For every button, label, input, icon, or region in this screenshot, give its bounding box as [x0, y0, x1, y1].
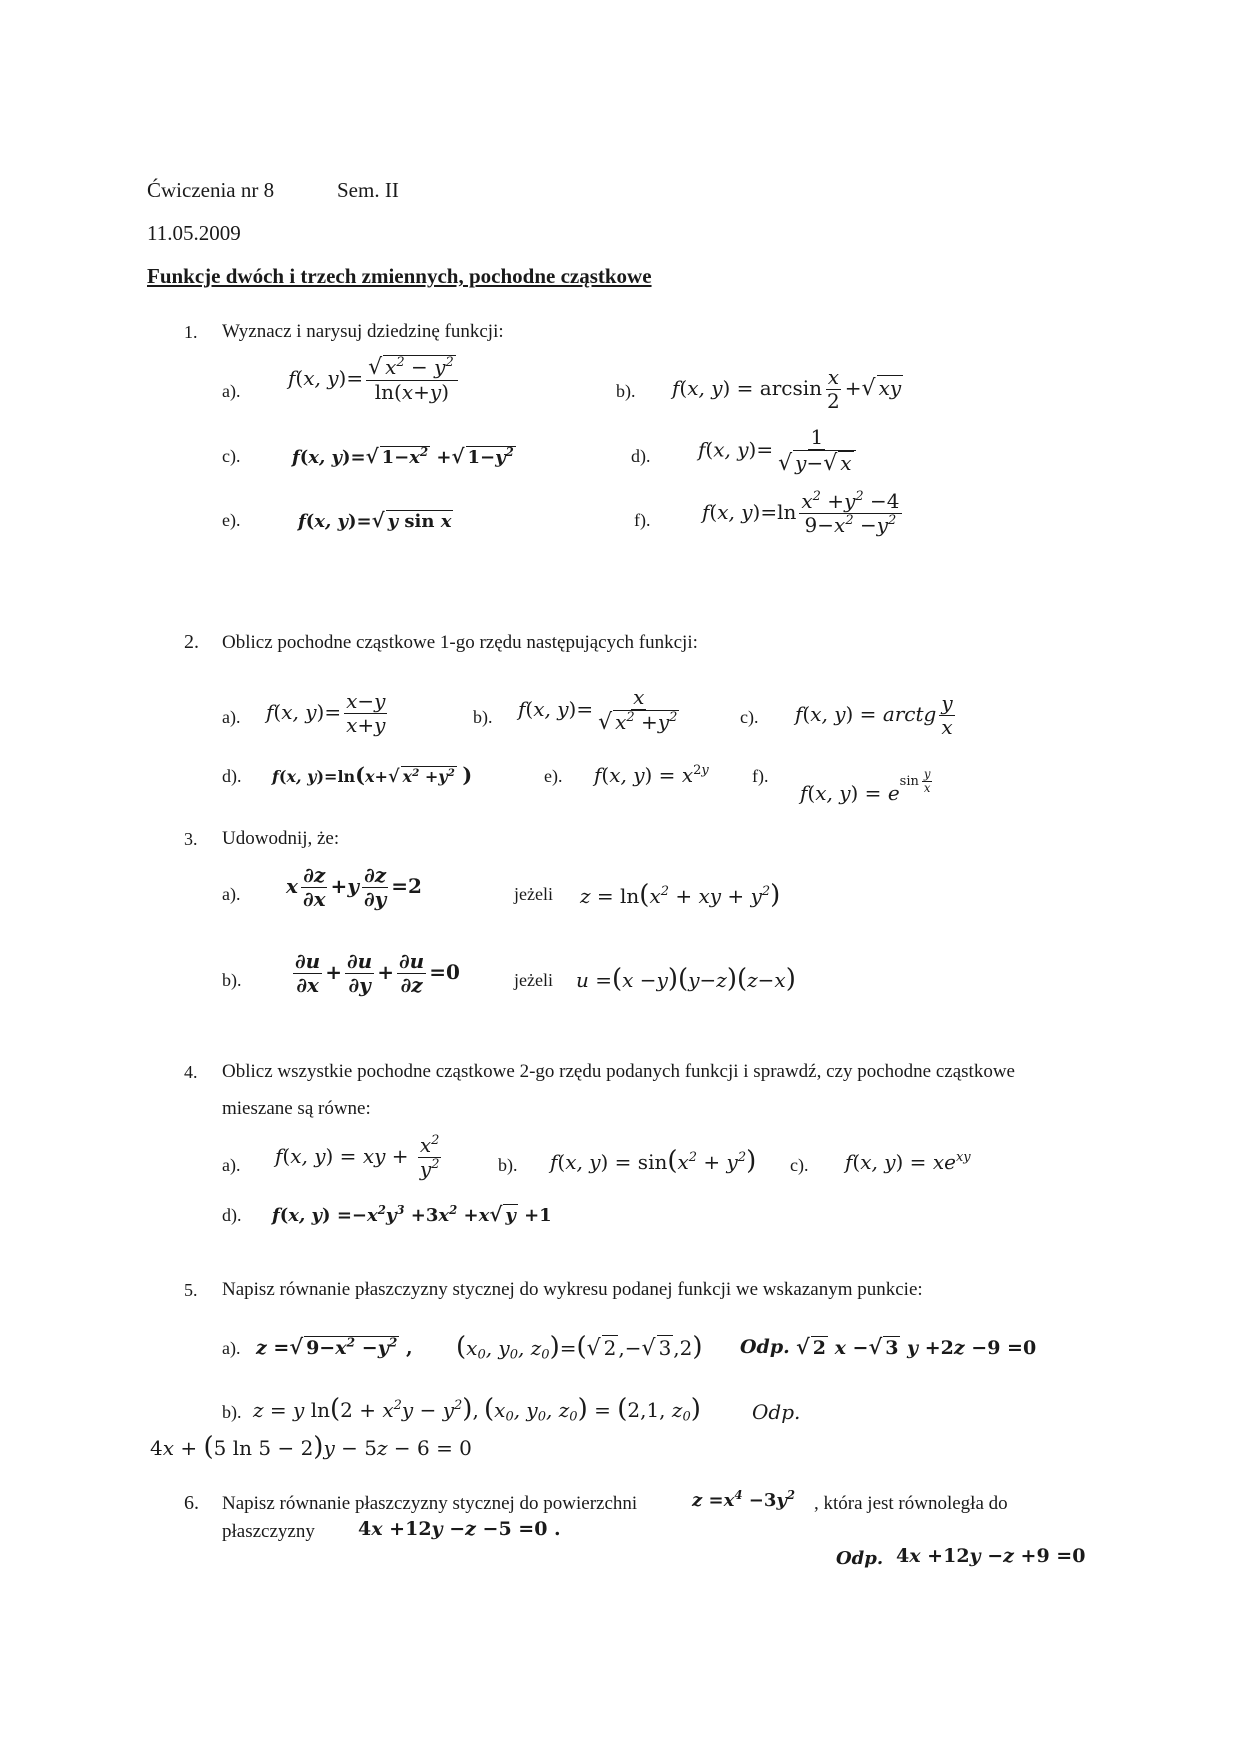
q2a-formula: f(x, y)= $\frac{x-y}{x+y}$	[266, 689, 386, 737]
q6-number: 6.	[184, 1492, 199, 1514]
q6-plane: 4x +12y −z −5 =0 .	[358, 1518, 561, 1540]
q6-text-line2: płaszczyzny	[222, 1521, 315, 1542]
q4a-label: a).	[222, 1155, 241, 1175]
q1a-formula: f(x, y)= $\frac{√ x^2 - y^2}{\ln(x+y)}$	[288, 355, 461, 404]
q1b-formula: f(x, y) = arcsin $\frac{x}{2}$ +√ xy	[672, 365, 902, 413]
q3a-label: a).	[222, 884, 241, 904]
q4d-formula: f(x, $y) =-x^2y^3 +3x^2 +x√$ y +1	[272, 1202, 552, 1226]
q2b-formula: f(x, y)= $\frac{x}{√ x^2 +y^2}$	[518, 685, 678, 735]
q1-text: Wyznacz i narysuj dziedzinę funkcji:	[222, 321, 504, 342]
q2e-formula: f(x, $y) = x^{2y}$	[594, 763, 709, 787]
q3b-if: jeżeli	[514, 970, 553, 990]
q2f-label: f).	[752, 766, 769, 786]
q5b-label: b).	[222, 1402, 242, 1422]
q4b-label: b).	[498, 1155, 518, 1175]
q4-text-line2: mieszane są równe:	[222, 1098, 371, 1119]
q2b-label: b).	[473, 707, 493, 727]
q2f-formula: f(x, $y) = e^{sin \frac{y}{x}}$	[800, 767, 931, 805]
q4a-formula: f(x, y) = xy + $\frac{x^2}{y^2}$	[275, 1133, 440, 1181]
q3b-label: b).	[222, 970, 242, 990]
q6-surface: $z =x^4 -3y^2$	[692, 1487, 795, 1511]
q4c-formula: f(x, $y) = xe^{xy}$	[845, 1150, 971, 1174]
semester: Sem. II	[337, 178, 399, 202]
exercise-title: Ćwiczenia nr 8	[147, 178, 275, 202]
q4c-label: c).	[790, 1155, 809, 1175]
q1e-formula: f(x, y)=√ y sin x	[298, 508, 452, 532]
topic-heading: Funkcje dwóch i trzech zmiennych, pochodne cząstkowe	[147, 264, 652, 288]
q3b-formula: $\frac{\partial u}{\partial x}$ + $\frac{\partial u}{\partial y}$ + $\frac{\partial u}{\partial z}$ =0	[295, 949, 460, 997]
q3a-if: jeżeli	[514, 884, 553, 904]
q5a-label: a).	[222, 1338, 241, 1358]
q1d-label: d).	[631, 446, 651, 466]
q4-text-line1: Oblicz wszystkie pochodne cząstkowe 2-go rzędu podanych funkcji i sprawdź, czy pochodne cząstkowe	[222, 1061, 1015, 1082]
q5a-point: ($x_0$, $y_0$, $z_0)=(√$ 2 ,−√ 3 ,2)	[456, 1332, 703, 1363]
q1f-label: f).	[634, 510, 651, 530]
q2d-label: d).	[222, 766, 242, 786]
q6-answer: 4x +12y −z +9 =0	[896, 1545, 1086, 1567]
q5b-answer: 4x + (5 ln 5 − 2)y − 5z − 6 = 0	[150, 1432, 472, 1462]
q5b-odp: Odp.	[752, 1400, 801, 1424]
q5b-formula: z = y $\ln(2 + x^2y - y^2)$,	[253, 1394, 479, 1424]
q3a-formula: x $\frac{\partial z}{\partial x}$ +y $\frac{\partial z}{\partial y}$ =2	[286, 863, 422, 911]
q2-number: 2.	[184, 631, 199, 653]
q3-number: 3.	[184, 829, 198, 849]
q2e-label: e).	[544, 766, 563, 786]
q5a-formula: z =√ $9-x^2 -y^2$ ,	[256, 1334, 413, 1359]
q5a-odp: Odp.	[740, 1336, 790, 1358]
q4-number: 4.	[184, 1062, 198, 1082]
q1e-label: e).	[222, 510, 241, 530]
q4d-label: d).	[222, 1205, 242, 1225]
q6-text-part2: , która jest równoległa do	[814, 1493, 1008, 1514]
q2d-formula: f(x, y)=ln(x+√ $x^2 +y^2$ )	[272, 762, 473, 787]
q3b-condition: u =(x −y)(y−z)(z−x)	[576, 964, 796, 994]
q6-odp: Odp.	[836, 1548, 884, 1569]
q1b-label: b).	[616, 381, 636, 401]
q2c-label: c).	[740, 707, 759, 727]
q4b-formula: f(x, $y) = \sin(x^2 + y^2)$	[550, 1146, 757, 1176]
q5a-answer: √ 2 x −√ 3 y +2z −9 =0	[796, 1334, 1037, 1359]
q2-text: Oblicz pochodne cząstkowe 1-go rzędu następujących funkcji:	[222, 632, 698, 653]
q3-text: Udowodnij, że:	[222, 828, 340, 849]
q5b-point: ($x_0$, $y_0$, $z_0) = (2,1$, $z_0$)	[484, 1394, 701, 1425]
q5-number: 5.	[184, 1280, 198, 1300]
q1c-label: c).	[222, 446, 241, 466]
q6-text-part1: Napisz równanie płaszczyzny stycznej do powierzchni	[222, 1493, 638, 1514]
q1c-formula: f(x, y)=√ $1-x^2$ +√ $1-y^2$	[292, 444, 514, 468]
q2a-label: a).	[222, 707, 241, 727]
date: 11.05.2009	[147, 221, 241, 245]
q1d-formula: f(x, y)= $\frac{1}{√ y-√ x}$	[698, 426, 861, 476]
q1f-formula: f(x, y)=ln $\frac{x^2 +y^2 -4}{9-x^2 -y^2}$	[702, 489, 900, 537]
q1-number: 1.	[184, 322, 198, 342]
q5-text: Napisz równanie płaszczyzny stycznej do wykresu podanej funkcji we wskazanym punkcie:	[222, 1279, 923, 1300]
q2c-formula: f(x, y) = arctg $\frac{y}{x}$	[795, 691, 953, 739]
q3a-condition: $z = \ln(x^2$ + xy + $y^2$)	[580, 880, 781, 910]
q1a-label: a).	[222, 381, 241, 401]
